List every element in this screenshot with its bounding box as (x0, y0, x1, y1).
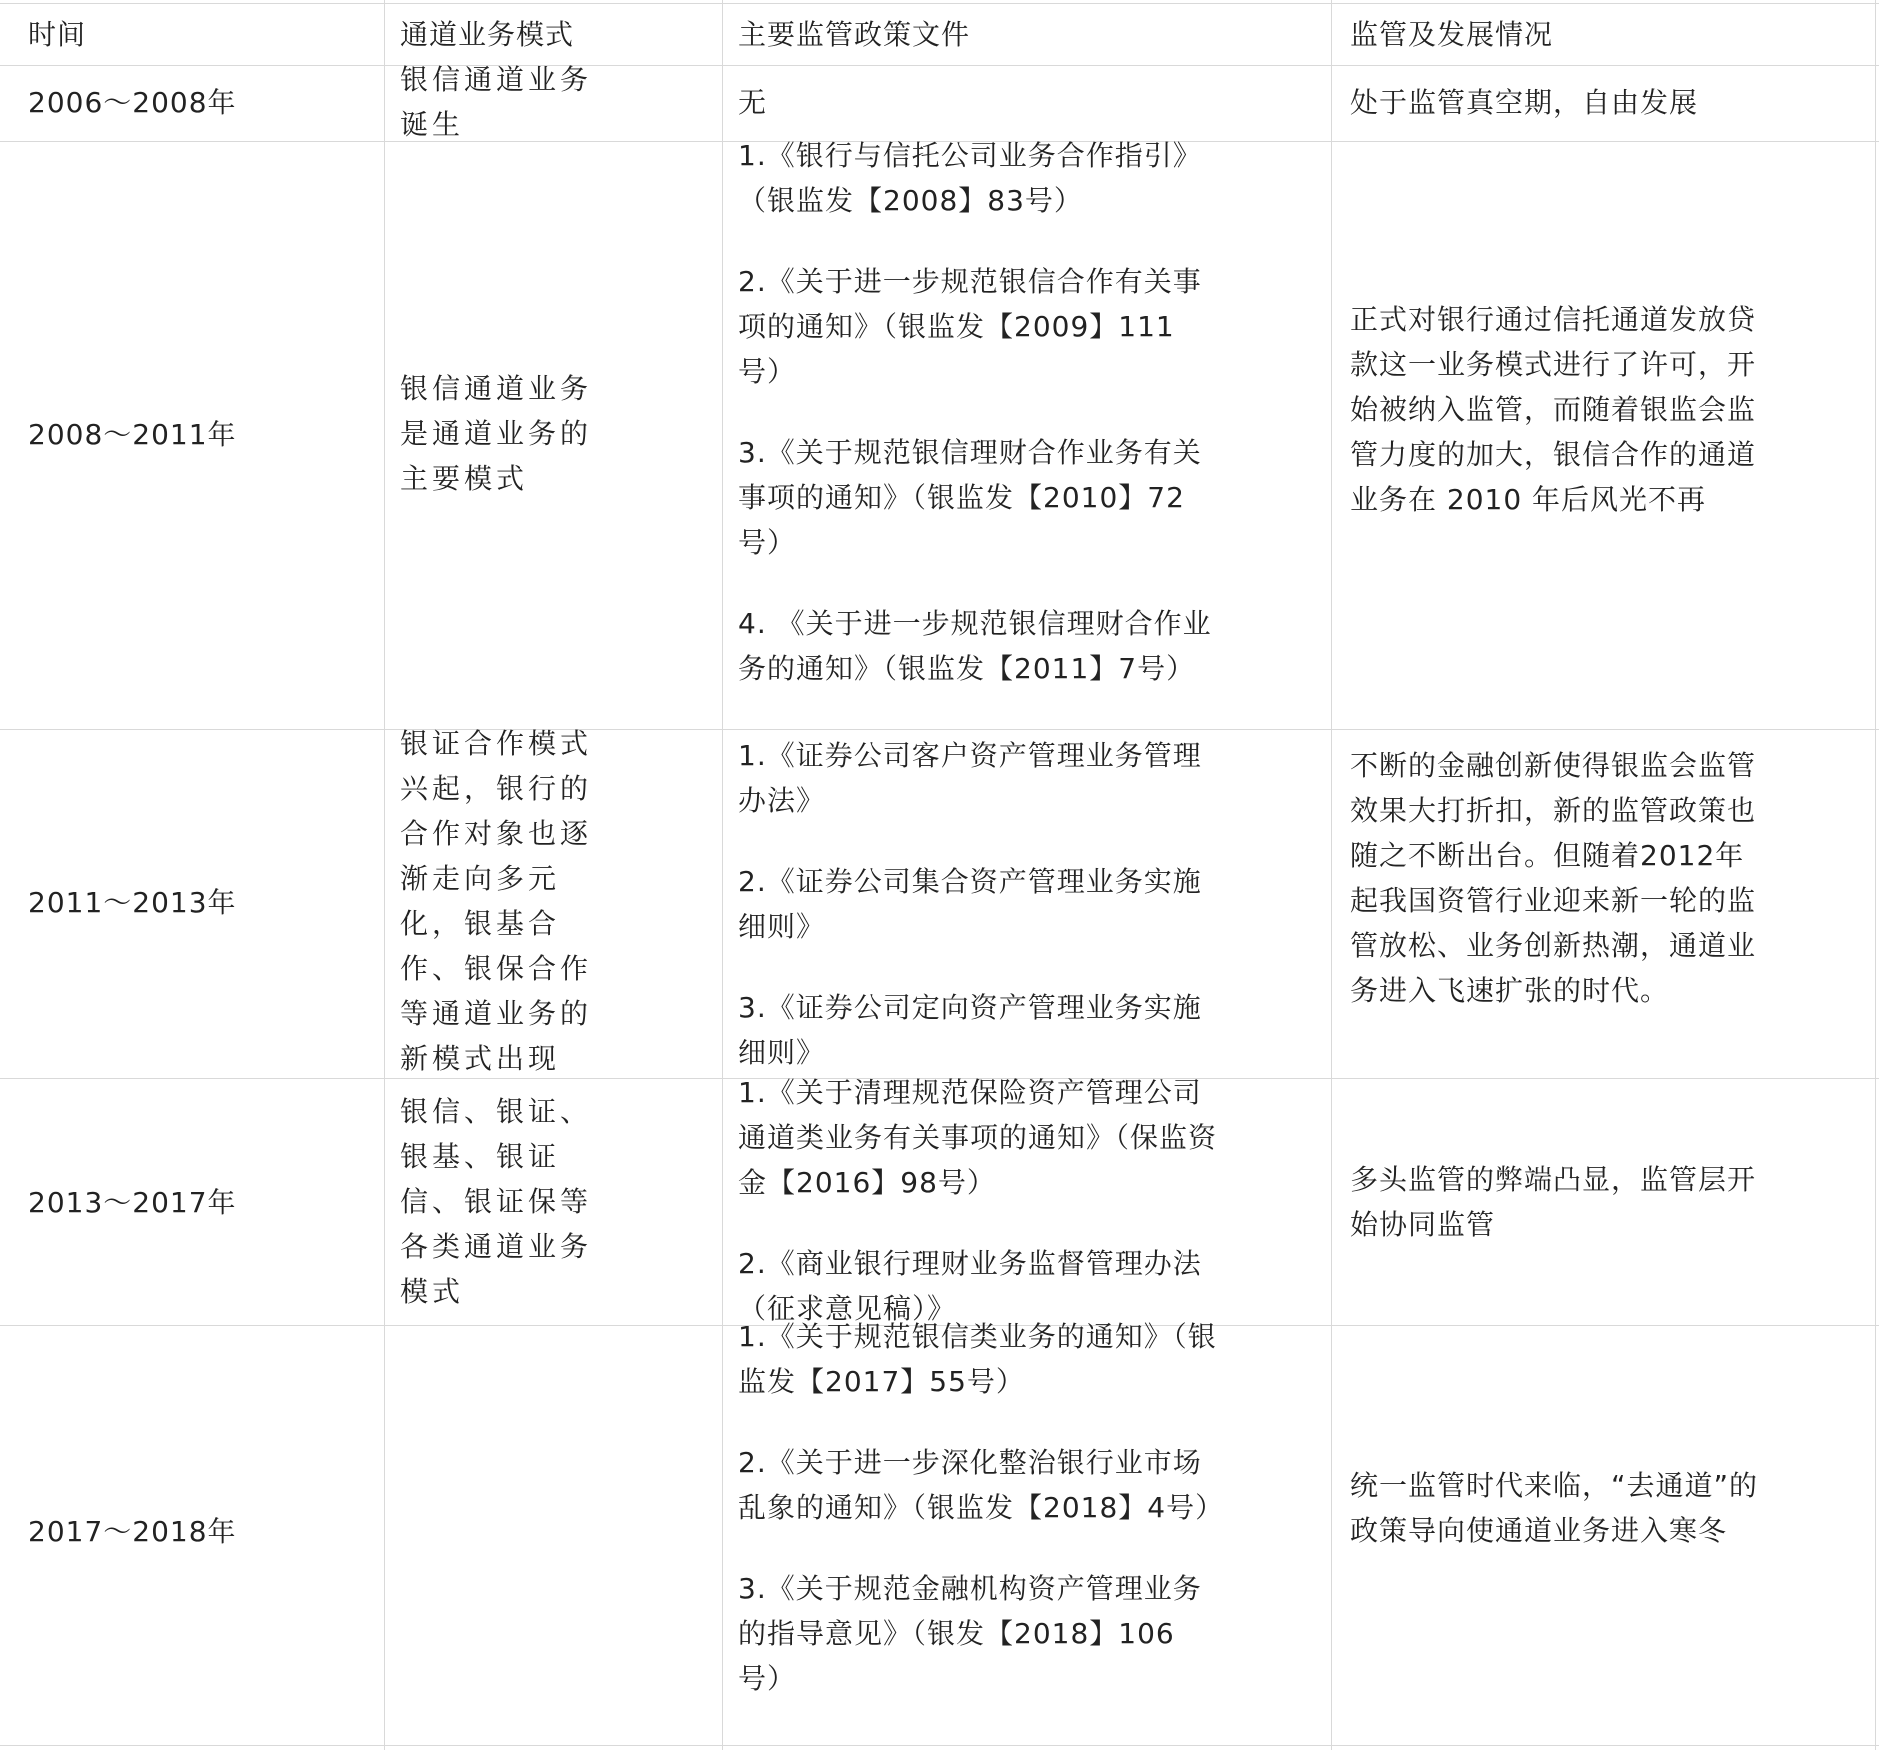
policy-item: 4. 《关于进一步规范银信理财合作业务的通知》（银监发【2011】7号） (738, 607, 1212, 685)
row-1-status: 处于监管真空期，自由发展 (1350, 86, 1699, 119)
policy-item: 2.《商业银行理财业务监督管理办法（征求意见稿）》 (738, 1247, 1202, 1325)
row-2-policies (738, 133, 1218, 727)
policy-item: 3.《关于规范银信理财合作业务有关事项的通知》（银监发【2010】72号） (738, 436, 1202, 559)
policy-item: 2.《证券公司集合资产管理业务实施细则》 (738, 865, 1202, 943)
column-divider (722, 0, 723, 1750)
policy-item: 1.《关于清理规范保险资产管理公司通道类业务有关事项的通知》（保监资金【2016】98号） (738, 1076, 1218, 1199)
row-5-status: 统一监管时代来临，“去通道”的政策导向使通道业务进入寒冬 (1350, 1469, 1759, 1547)
row-3-time: 2011～2013年 (28, 886, 237, 919)
row-1-time: 2006～2008年 (28, 86, 237, 119)
policy-item: 2.《关于进一步深化整治银行业市场乱象的通知》（银监发【2018】4号） (738, 1446, 1225, 1524)
row-4-status: 多头监管的弊端凸显，监管层开始协同监管 (1350, 1163, 1757, 1241)
row-divider (0, 729, 1879, 730)
row-2-mode: 银信通道业务是通道业务的主要模式 (400, 372, 593, 495)
header-mode: 通道业务模式 (400, 18, 575, 51)
header-status: 监管及发展情况 (1350, 18, 1554, 51)
policy-item: 3.《关于规范金融机构资产管理业务的指导意见》（银发【2018】106号） (738, 1572, 1202, 1695)
policy-item: 2.《关于进一步规范银信合作有关事项的通知》（银监发【2009】111号） (738, 265, 1202, 388)
row-5-time: 2017～2018年 (28, 1515, 237, 1548)
row-divider (0, 1745, 1879, 1746)
header-policy: 主要监管政策文件 (738, 18, 971, 51)
column-divider (1331, 0, 1332, 1750)
row-1-mode: 银信通道业务诞生 (400, 63, 593, 141)
row-3-mode: 银证合作模式兴起，银行的合作对象也逐渐走向多元化，银基合作、银保合作等通道业务的新模式出现 (400, 727, 593, 1075)
row-2-status: 正式对银行通过信托通道发放贷款这一业务模式进行了许可，开始被纳入监管，而随着银监会监管力度的加大，银信合作的通道业务在 2010 年后风光不再 (1350, 303, 1757, 516)
row-divider (0, 3, 1879, 4)
policy-item: 1.《关于规范银信类业务的通知》（银监发【2017】55号） (738, 1320, 1217, 1398)
column-divider (1875, 0, 1876, 1750)
row-4-mode: 银信、银证、银基、银证信、银证保等各类通道业务模式 (400, 1095, 593, 1308)
row-divider (0, 65, 1879, 66)
policy-item: 无 (738, 86, 768, 119)
row-2-time: 2008～2011年 (28, 418, 237, 451)
row-3-policies (738, 733, 1218, 1111)
row-4-time: 2013～2017年 (28, 1186, 237, 1219)
row-5-policies (738, 1314, 1225, 1737)
column-divider (384, 0, 385, 1750)
policy-item: 1.《证券公司客户资产管理业务管理办法》 (738, 739, 1202, 817)
header-time: 时间 (28, 18, 87, 51)
row-3-status: 不断的金融创新使得银监会监管效果大打折扣，新的监管政策也随之不断出台。但随着2012年起我国资管行业迎来新一轮的监管放松、业务创新热潮，通道业务进入飞速扩张的时代。 (1350, 749, 1757, 1007)
policy-item: 1.《银行与信托公司业务合作指引》（银监发【2008】83号） (738, 139, 1202, 217)
policy-item: 3.《证券公司定向资产管理业务实施细则》 (738, 991, 1202, 1069)
